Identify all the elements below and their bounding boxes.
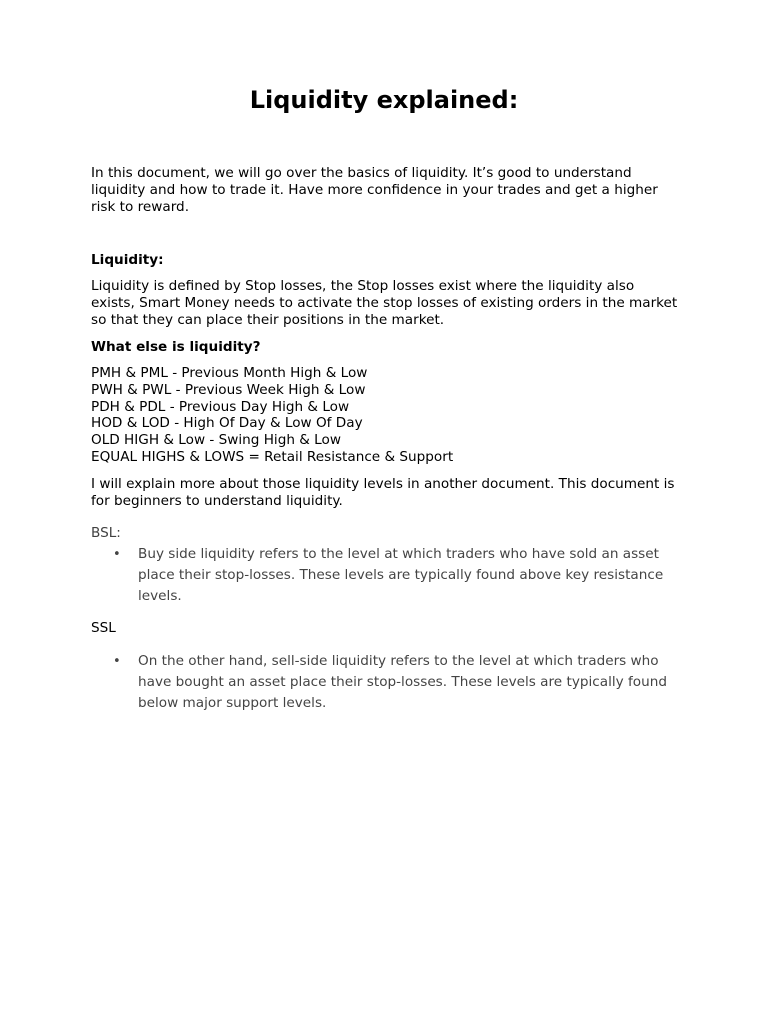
ssl-bullet-item: [91, 651, 671, 714]
ssl-label: SSL: [91, 620, 116, 636]
liquidity-heading: Liquidity:: [91, 252, 164, 268]
explain-more-paragraph: I will explain more about those liquidity levels in another document. This document is for beginners to understand liquidity.: [91, 476, 675, 509]
document-title: Liquidity explained:: [249, 86, 519, 114]
intro-paragraph: In this document, we will go over the basics of liquidity. It’s good to understand liquidity and how to trade it. Have more confidence in your trades and get a higher risk to reward.: [91, 165, 658, 215]
liquidity-levels-list: [91, 365, 681, 466]
liquidity-definition-paragraph: Liquidity is defined by Stop losses, the Stop losses exist where the liquidity also exists, Smart Money needs to activate the stop losses of existing orders in the market so that they can place their positions in the market.: [91, 278, 678, 328]
level-item: PMH & PML - Previous Month High & Low: [91, 365, 368, 381]
bsl-bullet-item: [91, 544, 671, 607]
bsl-bullet-text: Buy side liquidity refers to the level at which traders who have sold an asset place their stop-losses. These levels are typically found above key resistance levels.: [138, 546, 664, 604]
ssl-bullet-text: On the other hand, sell-side liquidity refers to the level at which traders who have bought an asset place their stop-losses. These levels are typically found below major support levels.: [138, 653, 667, 711]
level-item: HOD & LOD - High Of Day & Low Of Day: [91, 415, 363, 432]
level-item: EQUAL HIGHS & LOWS = Retail Resistance & Support: [91, 448, 454, 465]
level-item: PWH & PWL - Previous Week High & Low: [91, 381, 366, 398]
ssl-bullet-list: [91, 651, 671, 714]
bsl-label: BSL:: [91, 525, 121, 541]
bsl-bullet-list: [91, 544, 671, 607]
bullet-icon: •: [113, 654, 121, 669]
level-item: PDH & PDL - Previous Day High & Low: [91, 398, 350, 415]
bullet-icon: •: [113, 547, 121, 562]
what-else-heading: What else is liquidity?: [91, 339, 261, 355]
level-item: OLD HIGH & Low - Swing High & Low: [91, 432, 341, 449]
